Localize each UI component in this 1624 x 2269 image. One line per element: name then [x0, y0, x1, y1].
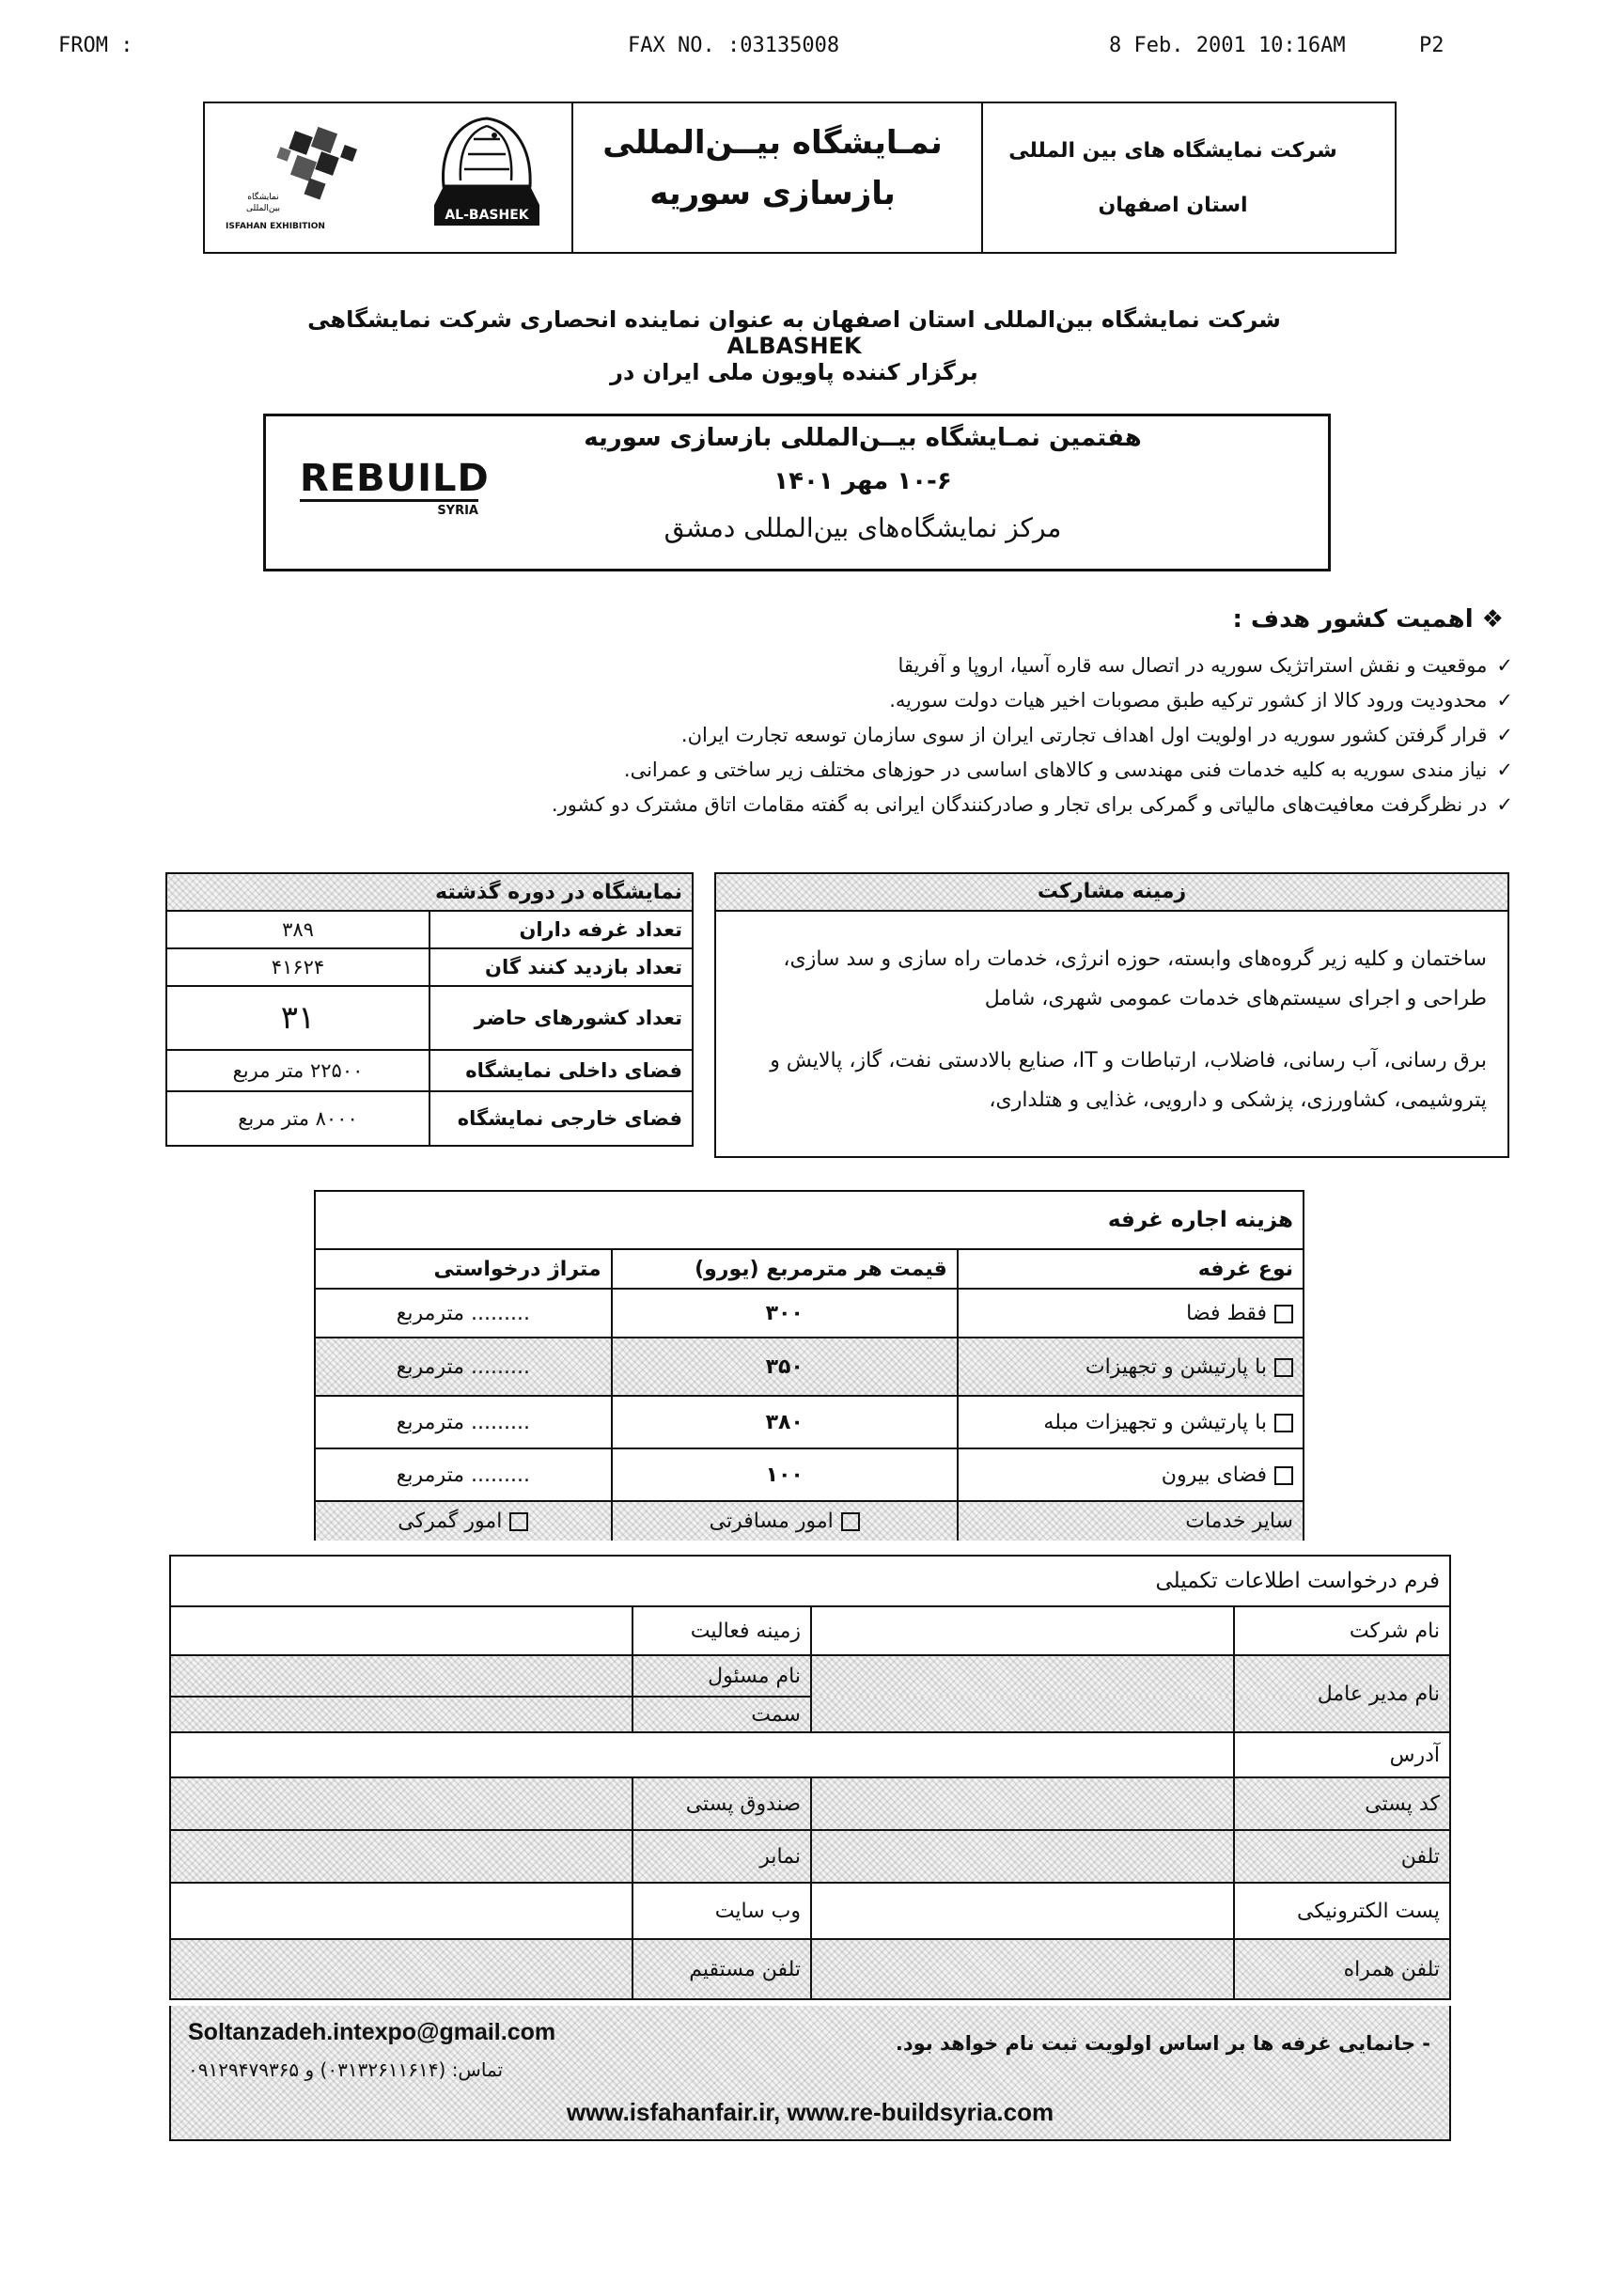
letterhead: [203, 102, 1397, 254]
service-customs-label: امور گمرکی: [398, 1510, 503, 1533]
table-row: [170, 1830, 1450, 1883]
check-mark-icon: ✓: [1496, 654, 1513, 677]
form-field-ceo[interactable]: [811, 1655, 1234, 1732]
importance-heading: [846, 605, 1504, 634]
past-fair-label: تعداد غرفه داران: [429, 911, 693, 948]
table-row: [166, 911, 693, 948]
form-field-address[interactable]: [170, 1732, 1234, 1777]
form-field-company[interactable]: [811, 1606, 1234, 1655]
table-row: [170, 1606, 1450, 1655]
table-row: [170, 1655, 1450, 1697]
svg-text:بین‌المللی: بین‌المللی: [246, 204, 280, 213]
importance-item-text: محدودیت ورود کالا از کشور ترکیه طبق مصوبات اخیر هیات دولت سوریه.: [889, 689, 1488, 712]
form-label-direct-phone: تلفن مستقیم: [632, 1939, 811, 1999]
past-fair-label: فضای داخلی نمایشگاه: [429, 1050, 693, 1091]
table-row: [166, 986, 693, 1050]
table-row: [170, 1883, 1450, 1939]
form-label-ceo: نام مدیر عامل: [1234, 1655, 1450, 1732]
fax-from: FROM :: [58, 34, 133, 57]
booth-price: ۳۸۰: [612, 1396, 958, 1448]
form-label-company: نام شرکت: [1234, 1606, 1450, 1655]
checkbox-icon[interactable]: [1274, 1414, 1293, 1432]
rebuild-logo-sub: SYRIA: [437, 504, 478, 518]
form-field-email[interactable]: [811, 1883, 1234, 1939]
form-field-postal-code[interactable]: [811, 1777, 1234, 1830]
form-heading: فرم درخواست اطلاعات تکمیلی: [170, 1556, 1450, 1606]
form-label-postal-code: کد پستی: [1234, 1777, 1450, 1830]
importance-item-text: قرار گرفتن کشور سوریه در اولویت اول اهداف تجارتی ایران از سوی سازمان توسعه تجارت ایران.: [680, 724, 1488, 746]
checkbox-icon[interactable]: [1274, 1466, 1293, 1485]
table-row: [170, 1732, 1450, 1777]
participation-paragraph1: ساختمان و کلیه زیر گروه‌های وابسته، حوزه انرژی، خدمات راه سازی و سد سازی، طراحی و اجرای سیستم‌های خدمات عمومی شهری، شامل: [783, 947, 1487, 1010]
booth-type-furnished[interactable]: [958, 1396, 1304, 1448]
column-header-type: نوع غرفه: [958, 1249, 1304, 1289]
form-label-address: آدرس: [1234, 1732, 1450, 1777]
form-field-direct-phone[interactable]: [170, 1939, 632, 1999]
albashek-logo-text: AL-BASHEK: [434, 205, 539, 226]
event-dates: ۱۰-۶ مهر ۱۴۰۱: [773, 467, 952, 495]
importance-item: [282, 718, 1513, 753]
past-fair-value: ۳۱: [166, 986, 429, 1050]
past-fair-heading: نمایشگاه در دوره گذشته: [166, 873, 693, 911]
form-field-website[interactable]: [170, 1883, 632, 1939]
form-field-phone[interactable]: [811, 1830, 1234, 1883]
check-mark-icon: ✓: [1496, 724, 1513, 746]
fax-page: P2: [1419, 34, 1444, 57]
diamond-bullet-icon: ❖: [1473, 605, 1504, 634]
table-row: [170, 1777, 1450, 1830]
table-row: [166, 1050, 693, 1091]
form-label-activity: زمینه فعالیت: [632, 1606, 811, 1655]
footer-websites[interactable]: www.isfahanfair.ir, www.re-buildsyria.com: [566, 2098, 1054, 2126]
booth-type-label: با پارتیشن و تجهیزات: [1085, 1354, 1267, 1379]
booth-price: ۳۰۰: [612, 1289, 958, 1338]
importance-item-text: در نظرگرفت معافیت‌های مالیاتی و گمرکی برای تجار و صادرکنندگان ایرانی به گفته مقامات اتاق مشترک دو کشور.: [551, 793, 1488, 816]
checkbox-icon[interactable]: [509, 1512, 528, 1531]
participation-heading: زمینه مشارکت: [716, 874, 1507, 912]
company-name-line1: شرکت نمایشگاه های بین المللی: [1008, 139, 1337, 163]
service-customs[interactable]: [315, 1501, 612, 1541]
footer-contact: تماس: (۰۳۱۳۲۶۱۱۶۱۴) و ۰۹۱۲۹۴۷۹۳۶۵: [188, 2058, 504, 2081]
column-header-area: متراژ درخواستی: [315, 1249, 612, 1289]
importance-item: [282, 753, 1513, 788]
booth-type-outdoor[interactable]: [958, 1448, 1304, 1501]
past-fair-value: ۲۲۵۰۰ متر مربع: [166, 1050, 429, 1091]
form-label-phone: تلفن: [1234, 1830, 1450, 1883]
footer-box: [169, 2006, 1451, 2141]
booth-type-space-only[interactable]: [958, 1289, 1304, 1338]
company-name-line2: استان اصفهان: [1098, 194, 1248, 217]
fair-title-line1: نمـایشگاه بیــن‌المللی: [602, 124, 943, 162]
table-row: [315, 1396, 1304, 1448]
booth-type-label: فضای بیرون: [1161, 1463, 1267, 1487]
past-fair-value: ۳۸۹: [166, 911, 429, 948]
past-fair-table: [165, 872, 694, 1147]
form-field-activity[interactable]: [170, 1606, 632, 1655]
form-label-fax: نمابر: [632, 1830, 811, 1883]
booth-type-with-partition[interactable]: [958, 1338, 1304, 1396]
past-fair-label: تعداد کشورهای حاضر: [429, 986, 693, 1050]
footer-note: - جانمایی غرفه ها بر اساس اولویت ثبت نام خواهد بود.: [895, 2032, 1430, 2055]
booth-area-field[interactable]: ......... مترمربع: [315, 1448, 612, 1501]
column-header-price: قیمت هر مترمربع (یورو): [612, 1249, 958, 1289]
event-title: هفتمین نمـایشگاه بیــن‌المللی بازسازی سوریه: [584, 424, 1142, 452]
fax-datetime: 8 Feb. 2001 10:16AM: [1109, 34, 1346, 57]
booth-price: ۳۵۰: [612, 1338, 958, 1396]
checkbox-icon[interactable]: [1274, 1358, 1293, 1377]
check-mark-icon: ✓: [1496, 759, 1513, 781]
booth-area-field[interactable]: ......... مترمربع: [315, 1289, 612, 1338]
isfahan-logo-caption: ISFAHAN EXHIBITION: [226, 222, 325, 231]
event-venue: مرکز نمایشگاه‌های بین‌المللی دمشق: [664, 512, 1062, 543]
past-fair-value: ۴۱۶۲۴: [166, 948, 429, 986]
past-fair-label: فضای خارجی نمایشگاه: [429, 1091, 693, 1146]
importance-item: [282, 683, 1513, 718]
checkbox-icon[interactable]: [841, 1512, 860, 1531]
check-mark-icon: ✓: [1496, 793, 1513, 816]
form-label-po-box: صندوق پستی: [632, 1777, 811, 1830]
form-field-contact-person[interactable]: [170, 1655, 632, 1697]
form-field-fax[interactable]: [170, 1830, 632, 1883]
table-row: [166, 948, 693, 986]
table-row: [315, 1338, 1304, 1396]
table-row: [166, 1091, 693, 1146]
importance-item: [282, 649, 1513, 683]
table-row: [170, 1939, 1450, 1999]
booth-type-label: با پارتیشن و تجهیزات مبله: [1043, 1410, 1267, 1434]
participation-paragraph2: برق رسانی، آب رسانی، فاضلاب، ارتباطات و IT، صنایع بالادستی نفت، گاز، پالایش و پتروشیمی، کشاورزی، پزشکی و دارویی، غذایی و هتلداری،: [770, 1049, 1487, 1112]
form-field-mobile[interactable]: [811, 1939, 1234, 1999]
checkbox-icon[interactable]: [1274, 1305, 1293, 1323]
past-fair-value: ۸۰۰۰ متر مربع: [166, 1091, 429, 1146]
service-travel-label: امور مسافرتی: [709, 1510, 834, 1533]
check-mark-icon: ✓: [1496, 689, 1513, 712]
importance-item: [282, 788, 1513, 822]
table-row: [315, 1289, 1304, 1338]
booth-type-label: فقط فضا: [1186, 1301, 1267, 1325]
event-box: [263, 414, 1331, 571]
booth-cost-heading: هزینه اجاره غرفه: [315, 1191, 1304, 1249]
albashek-logo: [421, 111, 553, 248]
footer-email: Soltanzadeh.intexpo@gmail.com: [188, 2019, 556, 2045]
fair-title-line2: بازسازی سوریه: [649, 175, 896, 212]
isfahan-exhibition-logo: [226, 120, 367, 237]
participation-box: [714, 872, 1509, 1158]
form-field-position[interactable]: [170, 1697, 632, 1732]
booth-area-field[interactable]: ......... مترمربع: [315, 1338, 612, 1396]
importance-item-text: نیاز مندی سوریه به کلیه خدمات فنی مهندسی و کالاهای اساسی در حوزهای مختلف زیر ساختی و عمرانی.: [623, 759, 1488, 781]
info-request-form: [169, 1555, 1451, 2000]
form-field-po-box[interactable]: [170, 1777, 632, 1830]
fax-number: FAX NO. :03135008: [628, 34, 840, 57]
service-travel[interactable]: [612, 1501, 958, 1541]
form-label-position: سمت: [632, 1697, 811, 1732]
form-label-website: وب سایت: [632, 1883, 811, 1939]
svg-text:نمایشگاه: نمایشگاه: [247, 193, 279, 202]
form-label-mobile: تلفن همراه: [1234, 1939, 1450, 1999]
intro-line1: شرکت نمایشگاه بین‌المللی استان اصفهان به عنوان نماینده انحصاری شرکت نمایشگاهی ALBASHEK: [307, 306, 1281, 359]
importance-heading-text: اهمیت کشور هدف :: [1232, 605, 1474, 634]
rebuild-syria-logo: [300, 457, 490, 524]
form-label-email: پست الکترونیکی: [1234, 1883, 1450, 1939]
intro-line2: برگزار کننده پاویون ملی ایران در: [610, 359, 978, 385]
booth-price: ۱۰۰: [612, 1448, 958, 1501]
booth-cost-table: [314, 1190, 1304, 1541]
importance-item-text: موقعیت و نقش استراتژیک سوریه در اتصال سه قاره آسیا، اروپا و آفریقا: [898, 654, 1488, 677]
table-row: [315, 1448, 1304, 1501]
other-services-label: سایر خدمات: [958, 1501, 1304, 1541]
form-label-contact-person: نام مسئول: [632, 1655, 811, 1697]
rebuild-logo-main: REBUILD: [300, 457, 490, 500]
table-row: [315, 1501, 1304, 1541]
past-fair-label: تعداد بازدید کنند گان: [429, 948, 693, 986]
booth-area-field[interactable]: ......... مترمربع: [315, 1396, 612, 1448]
importance-list: [282, 649, 1513, 822]
